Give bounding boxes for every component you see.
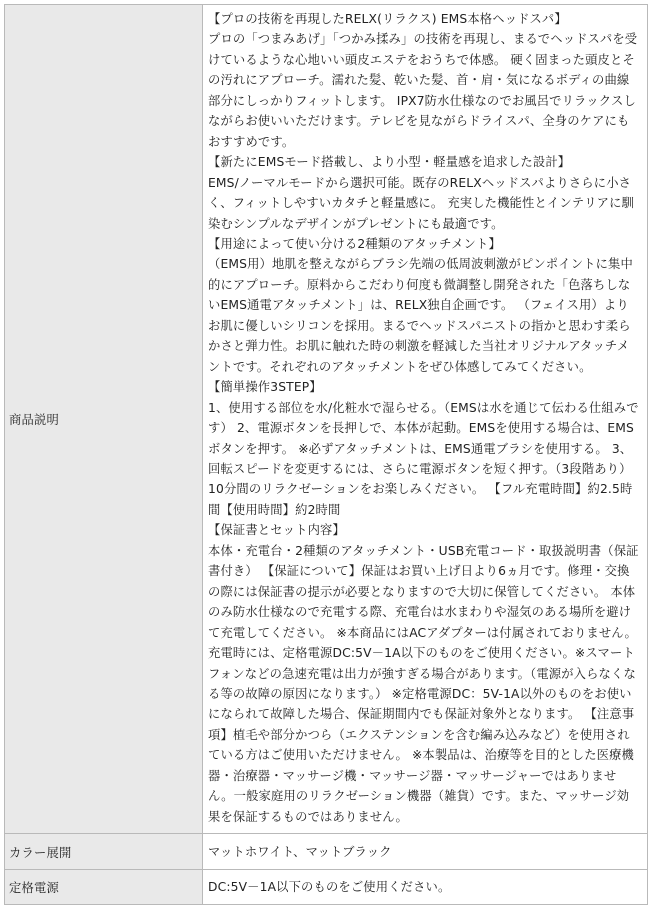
spec-row-description (5, 5, 648, 834)
description-heading-ems-mode: 【新たにEMSモード搭載し、より小型・軽量感を追求した設計】 (208, 155, 571, 170)
spec-row-colors (5, 834, 648, 870)
description-text-3step: 1、使用する部位を水/化粧水で湿らせる。（EMSは水を通じて伝わる仕組みです） 2、電源ボタンを長押しで、本体が起動。EMSを使用する場合は、EMSボタンを押す。 ※必ずアタッチメントは、EMS通電ブラシを使用する。 3、回転スピードを変更するには、さらに電源ボタンを短く押す。（3段階あり） 10分間のリラクゼーションをお楽しみください。 【フル充電時間】約2.5時間【使用時間】約2時間 (208, 400, 639, 517)
description-heading-pro-tech: 【プロの技術を再現したRELX(リラクス) EMS本格ヘッドスパ】 (208, 12, 567, 26)
spec-value-power: DC:5V－1A以下のものをご使用ください。 (203, 870, 648, 905)
spec-row-power (5, 870, 648, 905)
spec-value-description (203, 5, 648, 834)
spec-label-power: 定格電源 (5, 870, 203, 905)
spec-value-colors: マットホワイト、マットブラック (203, 834, 648, 870)
description-heading-attachments: 【用途によって使い分ける2種類のアタッチメント】 (208, 236, 501, 251)
description-text-warranty: 本体・充電台・2種類のアタッチメント・USB充電コード・取扱説明書（保証書付き） 【保証について】保証はお買い上げ日より6ヵ月です。修理・交換の際には保証書の提示が必要となりますので大切に保管してください。 本体のみ防水仕様なので充電する際、充電台は水まわりや湿気のある場所を避けて充電してください。 ※本商品にはACアダプターは付属されておりません。充電時には、定格電源DC:5V－1A以下のものをご使用ください。※スマートフォンなどの急速充電は出力が強すぎる場合があります。（電源が入らなくなる等の故障の原因になります。） ※定格電源DC：5V-1A以外のものをお使いになられて故障した場合、保証期間内でも保証対象外となります。 【注意事項】植毛や部分かつら（エクステンションを含む編み込みなど）を使用されている方はご使用いただけません。 ※本製品は、治療等を目的とした医療機器・治療器・マッサージ機・マッサージ器・マッサージャーではありません。一般家庭用のリラクゼーション機器（雑貨）です。また、マッサージ効果を保証するものではありません。 (208, 543, 639, 824)
spec-label-description: 商品説明 (5, 5, 203, 834)
description-text-ems-mode: EMS/ノーマルモードから選択可能。既存のRELXヘッドスパよりさらに小さく、フィットしやすいカタチと軽量感に。 充実した機能性とインテリアに馴染むシンプルなデザインがプレゼントにも最適です。 (208, 175, 635, 231)
spec-label-colors: カラー展開 (5, 834, 203, 870)
description-text-pro-tech: プロの「つまみあげ」「つかみ揉み」の技術を再現し、まるでヘッドスパを受けているような心地いい頭皮エステをおうちで体感。 硬く固まった頭皮とその汚れにアプローチ。濡れた髪、乾いた髪、首・肩・気になるボディの曲線部分にしっかりフィットします。 IPX7防水仕様なのでお風呂でリラックスしながらお使いいただけます。テレビを見ながらドライスパ、全身のケアにもおすすめです。 (208, 32, 638, 149)
description-heading-3step: 【簡単操作3STEP】 (208, 380, 322, 395)
description-text-attachments: （EMS用）地肌を整えながらブラシ先端の低周波刺激がピンポイントに集中的にアプローチ。原料からこだわり何度も微調整し開発された「色落ちしないEMS通電アタッチメント」は、RELX独自企画です。 （フェイス用）よりお肌に優しいシリコンを採用。まるでヘッドスパニストの指かと思わす柔らかさと弾力性。お肌に触れた時の刺激を軽減した当社オリジナルアタッチメントです。それぞれのアタッチメントをぜひ体感してみてください。 (208, 257, 633, 374)
product-spec-table (4, 4, 648, 905)
description-heading-warranty: 【保証書とセット内容】 (208, 523, 345, 538)
